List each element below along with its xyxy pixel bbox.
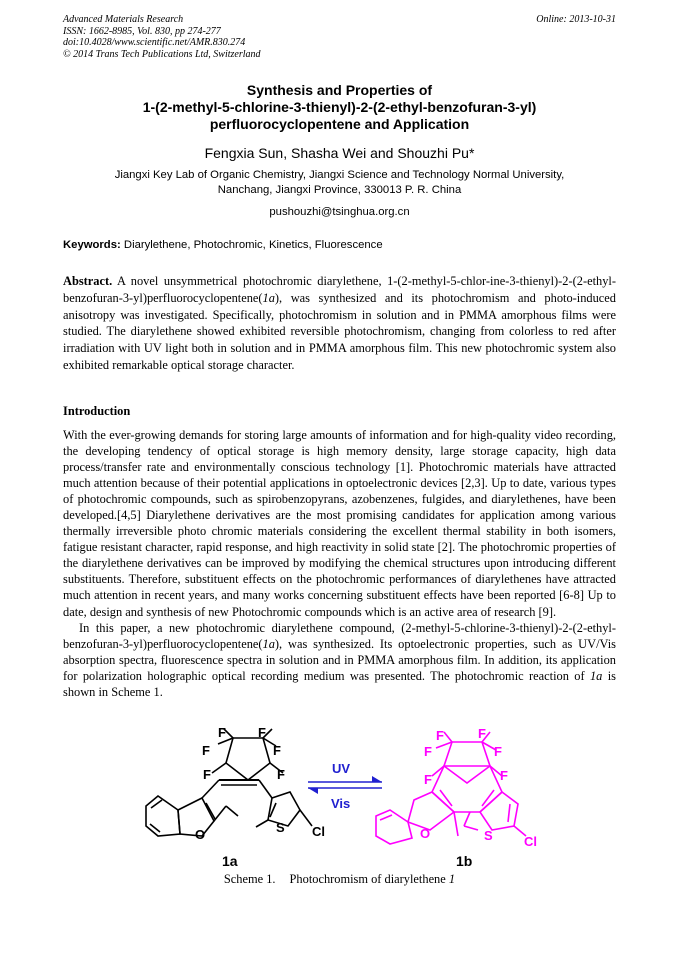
journal-name: Advanced Materials Research — [63, 14, 184, 25]
keywords-text: Diarylethene, Photochromic, Kinetics, Fluorescence — [123, 239, 383, 251]
intro-p2-compound: 1a — [262, 636, 275, 651]
uv-label: UV — [332, 761, 351, 776]
atom-label-f: F — [273, 743, 281, 758]
intro-p2-text-a: In this paper, a new photochromic diarylethene compound, (2-methyl-5-chlorine-3-thienyl)-2-(2-ethyl-benzofuran-3-yl)perfluorocyclopentene( — [63, 620, 616, 651]
vis-label: Vis — [331, 796, 351, 811]
intro-paragraph-2 — [63, 620, 616, 700]
open-isomer-structure — [146, 729, 312, 836]
atom-label-f: F — [424, 772, 432, 787]
copyright-line: © 2014 Trans Tech Publications Ltd, Switzerland — [63, 48, 261, 60]
paper-title — [63, 82, 616, 133]
abstract-text-b: ), was synthesized and its photochromism and photo-induced anisotropy was investigated. Specifically, photochromism in solution and in PMMA amorphous films were studied. The diarylethene showed exhibited reversible photochromism, changing from colorless to red after irradiation with UV light both in solution and in PMMA amorphous film. This new photochromic system also exhibited remarkable optical storage character. — [63, 290, 616, 372]
online-date: Online: 2013-10-31 — [536, 14, 616, 25]
scheme-caption — [63, 872, 616, 887]
photo-arrows — [308, 761, 382, 811]
atom-label-cl: Cl — [312, 824, 325, 839]
issn-line: ISSN: 1662-8985, Vol. 830, pp 274-277 — [63, 25, 221, 37]
atom-label-f: F — [258, 726, 266, 740]
abstract-label: Abstract. — [63, 274, 113, 288]
atom-label-f: F — [436, 728, 444, 743]
journal-header — [63, 14, 616, 60]
atom-label-f: F — [203, 767, 211, 782]
intro-paragraph-1: With the ever-growing demands for storing large amounts of information and for high-quality video recording, the developing tendency of optical storage is high memory density, large storage capacity, high data process/transfer rate and environmentally conscious technology [1]. Photochromic materials have attracted much attention because of their potential applications in optoelectronic devices [2,3]. Up to date, various types of photochromic compounds, such as spirobenzopyrans, azobenzenes, fulgides, and diarylethenes, have been developed.[4,5] Diarylethene derivatives are the most promising candidates for application among various thermally irreversible photo chromic materials considering the excellent thermal stability in both isomers, fatigue resistant character, rapid response, and high reactivity in solid state [2]. The photochromic properties of the diarylethene derivatives can be improved by modifying the chemical structures upon introducing different substituents. Therefore, substituent effects on the photochromic performances of diarylethenes have attracted much attention in recent years, and many works concerning substituent effects have been reported [6-8] Up to date, design and synthesis of new Photochromic compounds which is an active area of research [9]. — [63, 428, 616, 619]
affiliation-line-1: Jiangxi Key Lab of Organic Chemistry, Jiangxi Science and Technology Normal University, — [114, 169, 565, 181]
atom-label-f: F — [424, 744, 432, 759]
caption-label: Scheme 1. — [223, 872, 276, 886]
title-line-3: perfluorocyclopentene and Application — [209, 116, 470, 132]
intro-p2-text-b: ), was synthesized. Its optoelectronic properties, such as UV/Vis absorption spectra, fluorescence spectra in solution and in PMMA amorphous film. In addition, its application for polarization holographic optical recording medium was presented. The photochromic reaction of — [63, 636, 616, 683]
atom-label-o: O — [195, 827, 206, 842]
introduction-body — [63, 427, 616, 700]
author-email: pushouzhi@tsinghua.org.cn — [269, 206, 410, 218]
atom-label-f: F — [202, 743, 210, 758]
atom-label-cl: Cl — [524, 834, 537, 849]
compound-label-1a: 1a — [222, 853, 238, 869]
compound-label-1b: 1b — [456, 853, 473, 869]
abstract-compound: 1a — [262, 290, 275, 305]
intro-p2-text-c: is shown in Scheme 1. — [63, 668, 616, 699]
affiliation — [63, 168, 616, 198]
doi-line: doi:10.4028/www.scientific.net/AMR.830.274 — [63, 37, 246, 48]
atom-label-f: F — [494, 744, 502, 759]
title-line-2: 1-(2-methyl-5-chlorine-3-thienyl)-2-(2-ethyl-benzofuran-3-yl) — [142, 99, 537, 115]
atom-label-f: F — [478, 726, 486, 741]
intro-p2-compound-2: 1a — [589, 668, 603, 683]
atom-label-f: F — [218, 726, 226, 740]
caption-text: Photochromism of diarylethene — [289, 872, 446, 886]
scheme-1-figure — [140, 726, 560, 876]
atom-label-s: S — [484, 828, 493, 843]
introduction-heading: Introduction — [63, 404, 131, 418]
atom-label-f: F — [500, 768, 508, 783]
closed-isomer-structure — [376, 732, 526, 844]
keywords — [63, 239, 616, 251]
affiliation-line-2: Nanchang, Jiangxi Province, 330013 P. R. China — [217, 184, 462, 196]
keywords-label: Keywords: — [63, 239, 121, 251]
author-list: Fengxia Sun, Shasha Wei and Shouzhi Pu* — [204, 145, 475, 161]
abstract-text-a: A novel unsymmetrical photochromic diarylethene, 1-(2-methyl-5-chlor-ine-3-thienyl)-2-(2-ethyl-benzofuran-3-yl)perfluorocyclopentene( — [63, 274, 616, 305]
caption-compound: 1 — [448, 872, 456, 886]
atom-label-s: S — [276, 820, 285, 835]
title-line-1: Synthesis and Properties of — [246, 82, 433, 98]
atom-label-f: F — [277, 767, 285, 782]
atom-label-o: O — [420, 826, 431, 841]
abstract — [63, 273, 616, 374]
